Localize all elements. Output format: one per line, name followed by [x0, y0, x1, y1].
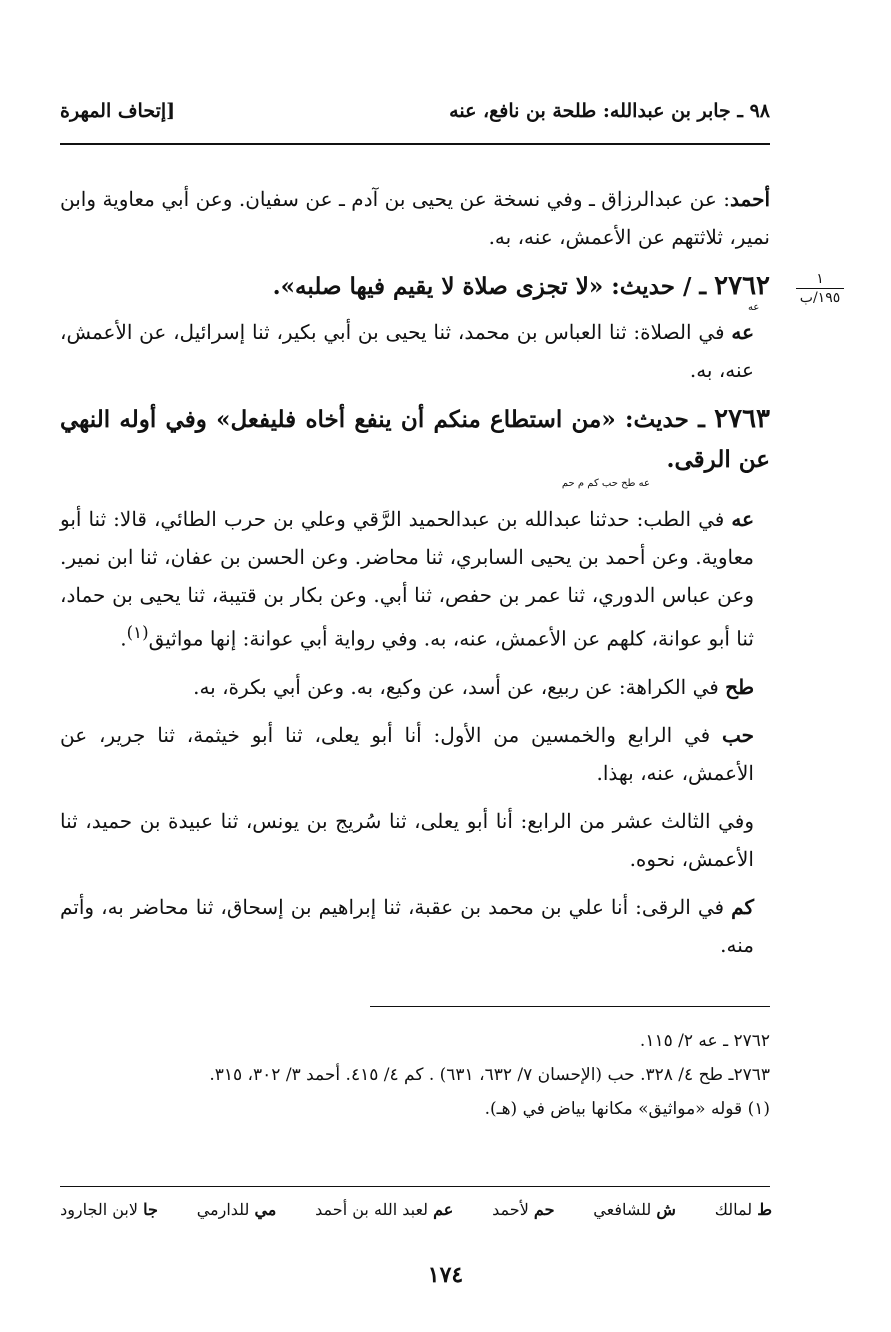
header-book-title: [إتحاف المهرة [60, 100, 176, 122]
header-chapter-title: ٩٨ ـ جابر بن عبدالله: طلحة بن نافع، عنه [449, 100, 770, 122]
source-tag: أحمد [730, 187, 770, 211]
paragraph-text: : عن عبدالرزاق ـ وفي نسخة عن يحيى بن آدم ـ عن سفيان. وعن أبي معاوية وابن نمير، ثلاثتهم عن الأعمش، عنه، به. [60, 187, 770, 249]
footnote-line: ٢٧٦٢ ـ عه ٢/ ١١٥. [639, 1031, 770, 1051]
hadith-text: ـ حديث: «من استطاع منكم أن ينفع أخاه فليفعل» وفي أوله النهي عن الرقى. [60, 406, 770, 473]
source-tag: عه [731, 507, 754, 531]
abbreviation-item: عم لعبد الله بن أحمد [315, 1200, 454, 1219]
abbreviation-item: مي للدارمي [196, 1200, 277, 1219]
paragraph-end: . [120, 626, 127, 651]
paragraph-ibn-hibban [60, 716, 770, 792]
source-tag: حب [721, 722, 754, 747]
paragraph-tahawi [60, 668, 770, 706]
hadith-number: ٢٧٦٣ [714, 404, 770, 434]
paragraph-text: في الكراهة: عن ربيع، عن أسد، عن وكيع، به. وعن أبي بكرة، به. [193, 674, 726, 699]
margin-folio-divider [796, 288, 844, 289]
paragraph-text: في الرابع والخمسين من الأول: أنا أبو يعلى، ثنا أبو خيثمة، ثنا جرير، عن الأعمش، عنه، بهذا. [60, 722, 754, 785]
hadith-source-symbols: عه طح حب كم م حم [561, 478, 650, 489]
footnote-reference[interactable]: (١) [126, 623, 149, 642]
header-rule [60, 143, 770, 145]
paragraph-aw-salah [60, 313, 770, 389]
abbreviations-key [60, 1200, 772, 1219]
footnote-line: ٢٧٦٣ـ طح ٤/ ٣٢٨. حب (الإحسان ٧/ ٦٣٢، ٦٣١) . كم ٤/ ٤١٥. أحمد ٣/ ٣٠٢، ٣١٥. [209, 1065, 770, 1085]
footnote-rule [370, 1006, 770, 1007]
hadith-number: ٢٧٦٢ [714, 271, 770, 301]
abbreviations-rule [60, 1186, 770, 1187]
margin-symbol: عه [748, 302, 760, 313]
paragraph-ahmad [60, 180, 770, 256]
footnote-line: (١) قوله «مواثيق» مكانها بياض في (هـ). [484, 1099, 770, 1119]
source-tag: عه [731, 320, 754, 344]
abbreviation-item: ش للشافعي [593, 1200, 676, 1219]
hadith-text: ـ / حديث: «لا تجزى صلاة لا يقيم فيها صلبه». [272, 273, 715, 300]
paragraph-aw-tibb [60, 500, 770, 658]
paragraph-text: في الطب: حدثنا عبدالله بن عبدالحميد الرَّقي وعلي بن حرب الطائي، قالا: ثنا أبو معاوية. وعن أحمد بن يحيى السابري، ثنا محاضر. وعن الحسن بن عفان، ثنا ابن نمير. وعن عباس الدوري، ثنا عمر بن حفص، ثنا أبي. وعن بكار بن قتيبة، ثنا يحيى بن حماد، ثنا أبو عوانة، كلهم عن الأعمش، عنه، به. وفي رواية أبي عوانة: إنها مواثيق [60, 507, 754, 651]
margin-folio-numerator: ١ [816, 271, 824, 287]
source-tag: طح [725, 674, 754, 699]
hadith-2762-heading [60, 266, 770, 307]
paragraph-text: في الصلاة: ثنا العباس بن محمد، ثنا يحيى بن أبي بكير، ثنا إسرائيل، عن الأعمش، عنه، به. [60, 320, 754, 382]
paragraph-hakim [60, 888, 770, 964]
abbreviation-item: حم لأحمد [492, 1200, 555, 1219]
running-header [60, 96, 770, 126]
page-number: ١٧٤ [427, 1262, 464, 1288]
margin-folio-note [790, 272, 850, 305]
main-text [60, 180, 770, 974]
footnotes [60, 1024, 770, 1126]
source-tag: كم [731, 894, 754, 919]
abbreviation-item: ط لمالك [714, 1200, 772, 1219]
paragraph-text: وفي الثالث عشر من الرابع: أنا أبو يعلى، ثنا سُريج بن يونس، ثنا عبيدة بن حميد، ثنا الأعمش، نحوه. [60, 808, 754, 871]
abbreviation-item: جا لابن الجارود [60, 1200, 158, 1219]
hadith-2763-heading [60, 399, 770, 480]
paragraph-text: في الرقى: أنا علي بن محمد بن عقبة، ثنا إبراهيم بن إسحاق، ثنا محاضر به، وأتم منه. [60, 894, 754, 957]
margin-folio-denominator: ١٩٥/ب [799, 290, 841, 306]
paragraph-ibn-hibban-2 [60, 802, 770, 878]
